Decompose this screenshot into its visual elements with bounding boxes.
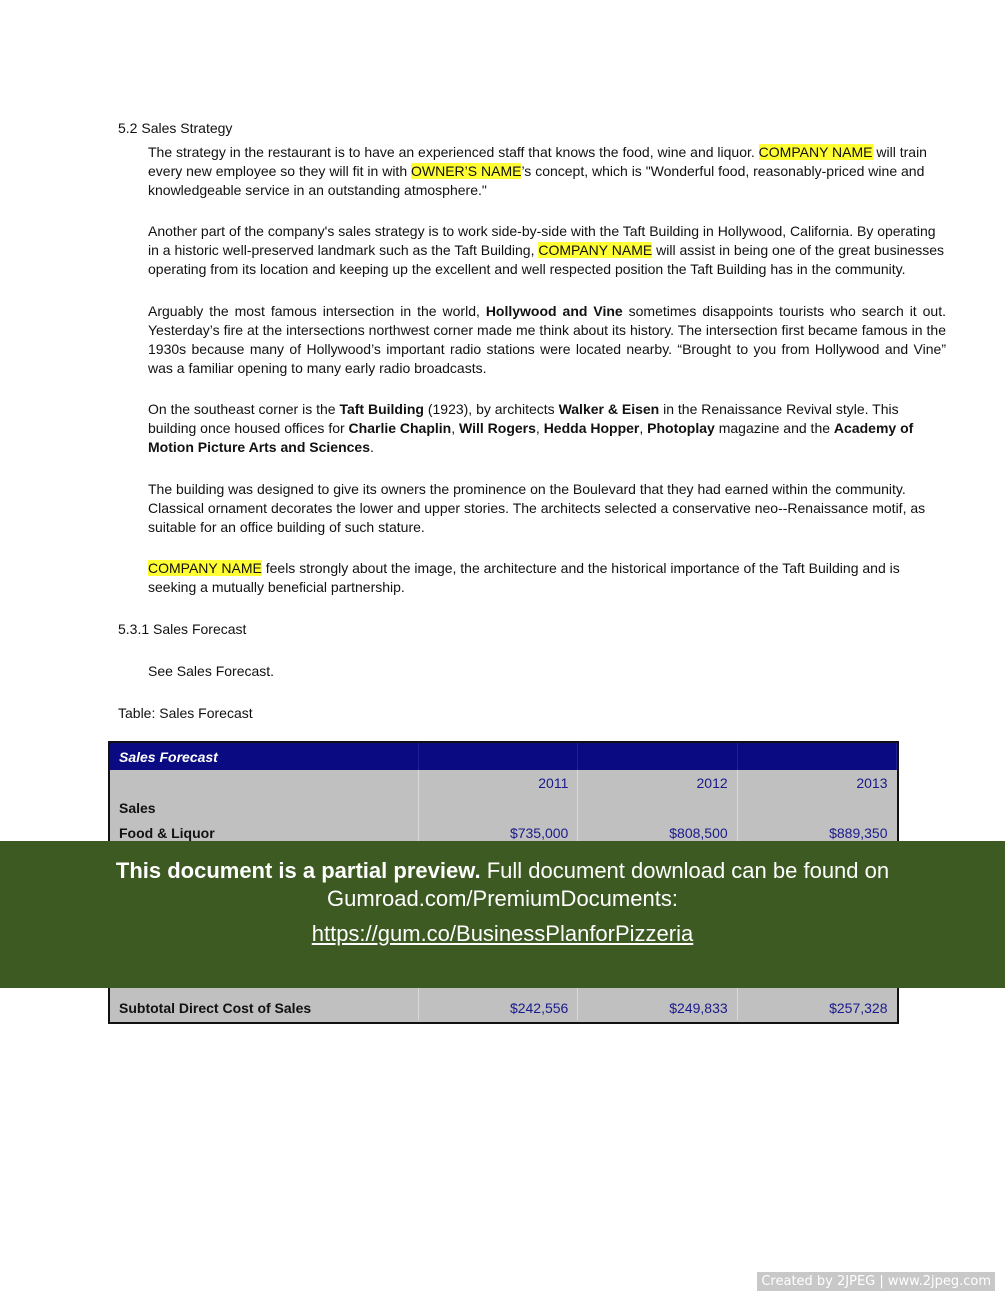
table-row-years <box>110 770 897 795</box>
watermark: Created by 2JPEG | www.2jpeg.com <box>757 1272 995 1291</box>
sales-label: Sales <box>110 795 419 820</box>
placeholder-owner-name: OWNER’S NAME <box>411 163 522 179</box>
food-liquor-2013: $889,350 <box>829 824 888 841</box>
paragraph-strategy: The strategy in the restaurant is to have an experienced staff that knows the food, wine and liquor. COMPANY NAME will train every new employee so they will fit in with OWNER’S NAME’s concept, which is "Wonderful food, reasonably-priced wine and knowledgeable service in an outstanding atmosphere." <box>148 144 927 198</box>
preview-banner-line2: Gumroad.com/PremiumDocuments: <box>327 886 678 911</box>
paragraph-taft-building: On the southeast corner is the Taft Building (1923), by architects Walker & Eisen in the Renaissance Revival style. This building once housed offices for Charlie Chaplin, Will Rogers, Hedda Hopper, Photoplay magazine and the Academy of Motion Picture Arts and Sciences. <box>148 401 914 455</box>
placeholder-company-name: COMPANY NAME <box>538 242 653 258</box>
download-link[interactable]: https://gum.co/BusinessPlanforPizzeria <box>311 921 694 946</box>
year-2012: 2012 <box>578 770 737 795</box>
preview-banner <box>0 841 1005 988</box>
food-liquor-2012: $808,500 <box>578 820 737 845</box>
subtotal-label: Subtotal Direct Cost of Sales <box>110 995 419 1020</box>
subtotal-2011: $242,556 <box>419 995 578 1020</box>
paragraph-building-design: The building was designed to give its owners the prominence on the Boulevard that they had earned within the community. Classical ornament decorates the lower and upper stories. The architects selected a conservative neo--Renaissance motif, as suitable for an office building of such stature. <box>148 481 926 535</box>
table-row-subtotal <box>110 995 897 1020</box>
subtotal-2012: $249,833 <box>578 995 737 1020</box>
table-row-sales <box>110 795 897 820</box>
year-2011: 2011 <box>419 770 578 795</box>
preview-banner-line1: This document is a partial preview. Full document download can be found on <box>115 858 890 883</box>
placeholder-company-name: COMPANY NAME <box>758 144 873 160</box>
table-header-row <box>110 743 897 770</box>
table-title: Sales Forecast <box>110 743 419 770</box>
table-caption: Table: Sales Forecast <box>118 705 253 721</box>
placeholder-company-name: COMPANY NAME <box>148 560 262 576</box>
year-2013: 2013 <box>856 774 888 791</box>
section-heading-sales-strategy: 5.2 Sales Strategy <box>118 120 233 136</box>
paragraph-partnership: COMPANY NAME feels strongly about the image, the architecture and the historical importance of the Taft Building and is seeking a mutually beneficial partnership. <box>148 560 900 595</box>
see-sales-forecast-text: See Sales Forecast. <box>148 663 275 679</box>
subtotal-2013: $257,328 <box>829 999 888 1016</box>
food-liquor-2011: $735,000 <box>419 820 578 845</box>
paragraph-hollywood-vine: Arguably the most famous intersection in the world, Hollywood and Vine sometimes disappoints tourists who search it out. Yesterday’s fire at the intersections northwest corner made me think about its history. The intersection first became famous in the 1930s because many of Hollywood’s important radio stations were located nearby. “Brought to you from Hollywood and Vine” was a familiar opening to many early radio broadcasts. <box>148 303 946 376</box>
section-heading-sales-forecast: 5.3.1 Sales Forecast <box>118 621 247 637</box>
paragraph-taft-partnership: Another part of the company's sales strategy is to work side-by-side with the Taft Building in Hollywood, California. By operating in a historic well-preserved landmark such as the Taft Building, COMPANY NAME will assist in being one of the great businesses operating from its location and keeping up the excellent and well respected position the Taft Building has in the community. <box>148 223 945 277</box>
food-liquor-label: Food & Liquor <box>110 820 419 845</box>
